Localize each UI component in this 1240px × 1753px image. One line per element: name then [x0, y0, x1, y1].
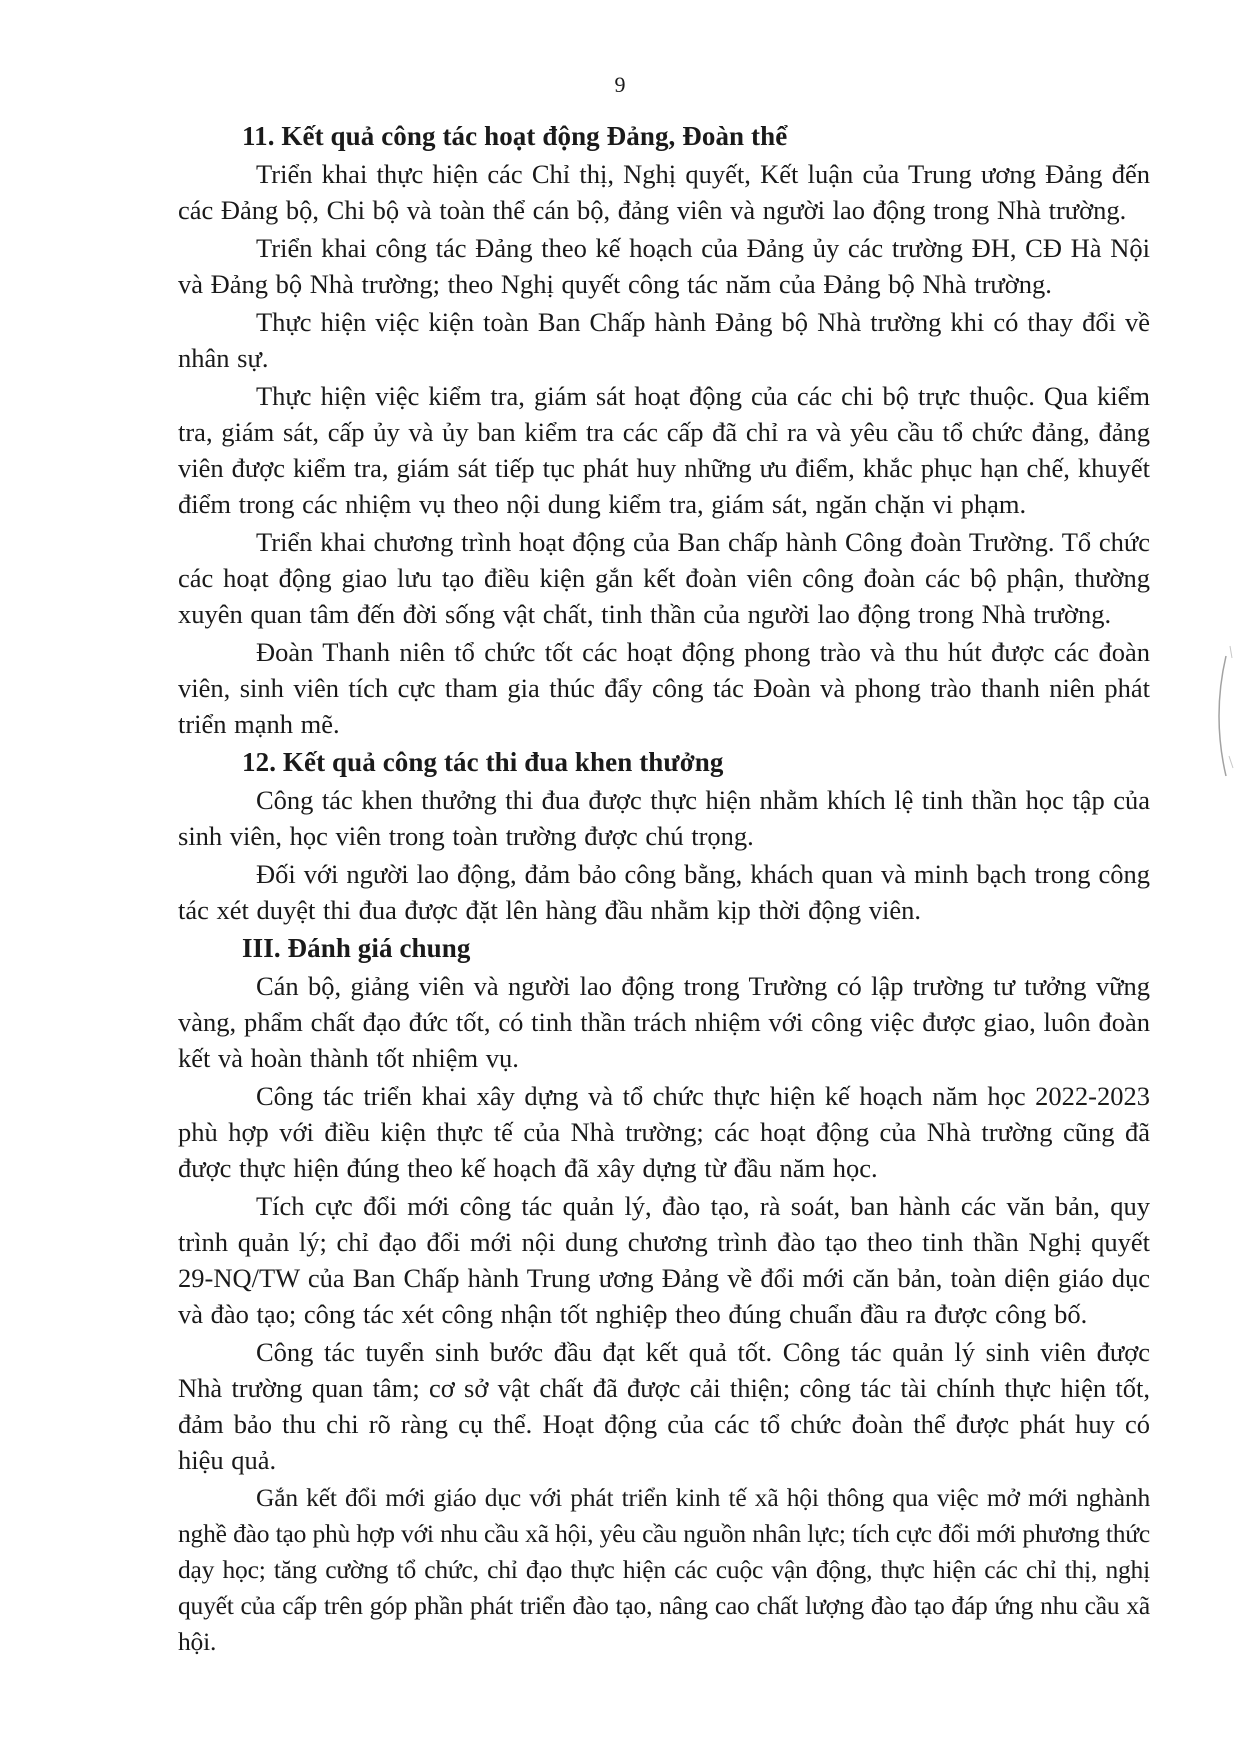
page-number: 9: [614, 72, 626, 97]
paragraph: Công tác tuyển sinh bước đầu đạt kết quả tốt. Công tác quản lý sinh viên được Nhà trường quan tâm; cơ sở vật chất đã được cải thiện; công tác tài chính thực hiện tốt, đảm bảo thu chi rõ ràng cụ thể. Hoạt động của các tổ chức đoàn thể được phát huy có hiệu quả.: [178, 1337, 1150, 1475]
section-emulation-rewards: [178, 744, 1150, 928]
paragraph: Tích cực đổi mới công tác quản lý, đào tạo, rà soát, ban hành các văn bản, quy trình quản lý; chỉ đạo đổi mới nội dung chương trình đào tạo theo tinh thần Nghị quyết 29-NQ/TW của Ban Chấp hành Trung ương Đảng về đổi mới căn bản, toàn diện giáo dục và đào tạo; công tác xét công nhận tốt nghiệp theo đúng chuẩn đầu ra được công bố.: [178, 1191, 1150, 1329]
paragraph: Cán bộ, giảng viên và người lao động trong Trường có lập trường tư tưởng vững vàng, phẩm chất đạo đức tốt, có tinh thần trách nhiệm với công việc được giao, luôn đoàn kết và hoàn thành tốt nhiệm vụ.: [178, 971, 1150, 1073]
section-heading: 11. Kết quả công tác hoạt động Đảng, Đoàn thể: [242, 121, 788, 151]
section-general-assessment: [178, 930, 1150, 1660]
paragraph: Triển khai thực hiện các Chỉ thị, Nghị quyết, Kết luận của Trung ương Đảng đến các Đảng bộ, Chi bộ và toàn thể cán bộ, đảng viên và người lao động trong Nhà trường.: [178, 159, 1150, 225]
stamp-edge-mark: [1196, 636, 1236, 796]
paragraph: Gắn kết đổi mới giáo dục với phát triển kinh tế xã hội thông qua việc mở mới nghành nghề đào tạo phù hợp với nhu cầu xã hội, yêu cầu nguồn nhân lực; tích cực đổi mới phương thức dạy học; tăng cường tổ chức, chỉ đạo thực hiện các cuộc vận động, thực hiện các chỉ thị, nghị quyết của cấp trên góp phần phát triển đào tạo, nâng cao chất lượng đào tạo đáp ứng nhu cầu xã hội.: [178, 1483, 1150, 1656]
document-body: [178, 118, 1150, 1662]
paragraph: Thực hiện việc kiểm tra, giám sát hoạt động của các chi bộ trực thuộc. Qua kiểm tra, giám sát, cấp ủy và ủy ban kiểm tra các cấp đã chỉ ra và yêu cầu tổ chức đảng, đảng viên được kiểm tra, giám sát tiếp tục phát huy những ưu điểm, khắc phục hạn chế, khuyết điểm trong các nhiệm vụ theo nội dung kiểm tra, giám sát, ngăn chặn vi phạm.: [178, 381, 1150, 519]
section-heading: 12. Kết quả công tác thi đua khen thưởng: [242, 747, 724, 777]
paragraph: Đoàn Thanh niên tổ chức tốt các hoạt động phong trào và thu hút được các đoàn viên, sinh viên tích cực tham gia thúc đẩy công tác Đoàn và phong trào thanh niên phát triển mạnh mẽ.: [178, 637, 1150, 739]
paragraph: Công tác triển khai xây dựng và tổ chức thực hiện kế hoạch năm học 2022-2023 phù hợp với điều kiện thực tế của Nhà trường; các hoạt động của Nhà trường cũng đã được thực hiện đúng theo kế hoạch đã xây dựng từ đầu năm học.: [178, 1081, 1150, 1183]
section-heading: III. Đánh giá chung: [242, 933, 471, 963]
paragraph: Thực hiện việc kiện toàn Ban Chấp hành Đảng bộ Nhà trường khi có thay đổi về nhân sự.: [178, 307, 1150, 373]
paragraph: Công tác khen thưởng thi đua được thực hiện nhằm khích lệ tinh thần học tập của sinh viên, học viên trong toàn trường được chú trọng.: [178, 785, 1150, 851]
section-party-activities: [178, 118, 1150, 742]
paragraph: Đối với người lao động, đảm bảo công bằng, khách quan và minh bạch trong công tác xét duyệt thi đua được đặt lên hàng đầu nhằm kịp thời động viên.: [178, 859, 1150, 925]
paragraph: Triển khai công tác Đảng theo kế hoạch của Đảng ủy các trường ĐH, CĐ Hà Nội và Đảng bộ Nhà trường; theo Nghị quyết công tác năm của Đảng bộ Nhà trường.: [178, 233, 1150, 299]
paragraph: Triển khai chương trình hoạt động của Ban chấp hành Công đoàn Trường. Tổ chức các hoạt động giao lưu tạo điều kiện gắn kết đoàn viên công đoàn các bộ phận, thường xuyên quan tâm đến đời sống vật chất, tinh thần của người lao động trong Nhà trường.: [178, 527, 1150, 629]
